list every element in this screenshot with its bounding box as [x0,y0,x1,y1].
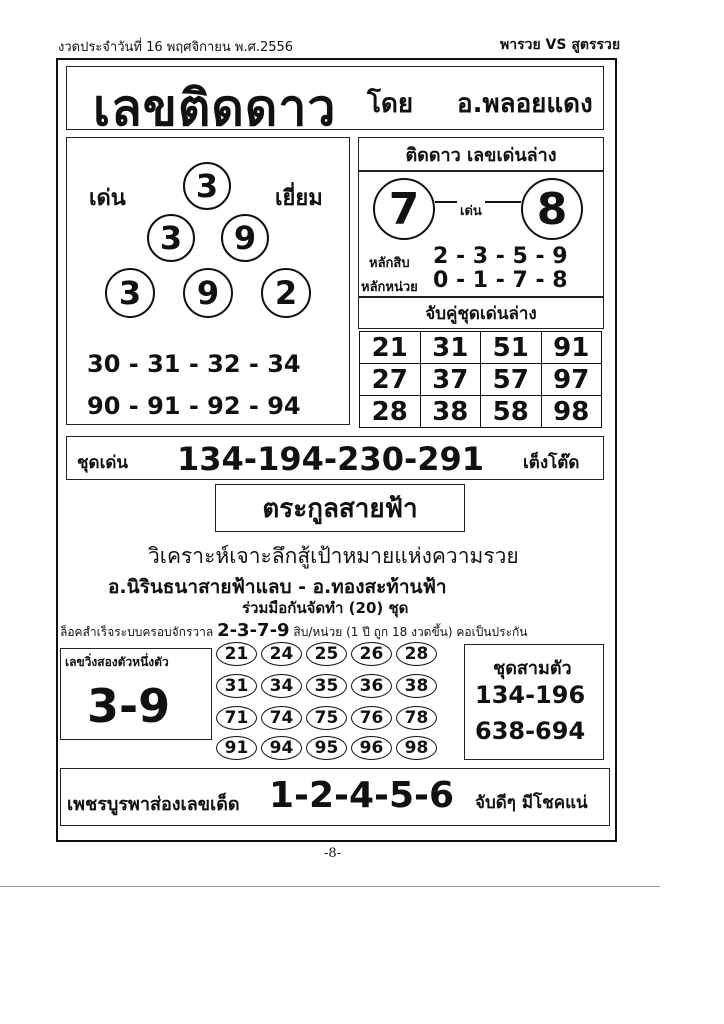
yiam-label: เยี่ยม [275,186,323,211]
pair-cell: 27 [359,363,421,396]
grid-number: 74 [261,706,302,730]
pair-cell: 51 [480,331,542,364]
chud-den-value: 134-194-230-291 [177,440,485,478]
run-box [60,648,212,740]
by-label: โดย [367,89,414,119]
chud-den-suffix: เต็งโต๊ด [523,453,580,473]
pair-cell: 21 [359,331,421,364]
grid-number: 31 [216,674,257,698]
run-value: 3-9 [87,679,171,733]
grid-number: 25 [306,642,347,666]
pyramid-number: 2 [261,268,311,318]
pair-cell: 58 [480,395,542,428]
pair-cell: 38 [420,395,482,428]
grid-number: 35 [306,674,347,698]
pair-cell: 28 [359,395,421,428]
lock-suffix: สิบ/หน่วย (1 ปี ถูก 18 งวดขึ้น) คอเป็นประกัน [293,625,528,639]
grid-row [216,736,437,760]
lock-prefix: ล็อคสำเร็จระบบครอบจักรวาล [60,625,214,639]
pair-cell: 97 [541,363,603,396]
section2-authors: อ.นิรินธนาสายฟ้าแลบ - อ.ทองสะท้านฟ้า [108,576,447,598]
pair-cell: 98 [541,395,603,428]
grid-row [216,706,437,730]
author-name: อ.พลอยแดง [457,89,593,119]
page-number: -8- [324,846,342,861]
footer-box [60,768,610,826]
grid-number: 34 [261,674,302,698]
den-connector-label: เด่น [457,200,485,221]
chud-den-bar [66,436,604,480]
pair-cell: 91 [541,331,603,364]
grid-number: 38 [396,674,437,698]
three-value-2: 638-694 [475,717,586,745]
three-label: ชุดสามตัว [493,658,572,679]
pairs-grid [360,332,602,428]
den-label: เด่น [89,186,126,211]
pair-cell: 37 [420,363,482,396]
grid-number: 76 [351,706,392,730]
grid-number: 96 [351,736,392,760]
units-label: หลักหน่วย [361,280,418,295]
left-panel [66,137,350,425]
grid-number: 28 [396,642,437,666]
pair-cell: 31 [420,331,482,364]
page-edge-line [0,886,660,887]
footer-value: 1-2-4-5-6 [269,775,455,816]
lock-value: 2-3-7-9 [217,620,290,641]
pyramid-number: 9 [183,268,233,318]
grid-number: 98 [396,736,437,760]
tens-value: 2 - 3 - 5 - 9 [433,244,568,269]
grid-number: 21 [216,642,257,666]
three-digit-box [464,644,604,760]
big-number-left: 7 [373,178,435,240]
right-top-box [358,171,604,297]
section2-subtitle: วิเคราะห์เจาะลึกสู้เป้าหมายแห่งความรวย [148,544,519,568]
chud-den-label: ชุดเด่น [77,453,129,473]
issue-date: งวดประจำวันที่ 16 พฤศจิกายน พ.ศ.2556 [58,40,294,55]
lock-line [60,620,528,642]
units-value: 0 - 1 - 7 - 8 [433,268,568,293]
pyramid-number: 3 [147,214,195,262]
pyramid-number: 3 [183,162,231,210]
grid-row [216,674,437,698]
footer-suffix: จับดีๆ มีโชคแน่ [475,793,588,813]
grid-number: 71 [216,706,257,730]
grid-number: 91 [216,736,257,760]
section2-title: ตระกูลสายฟ้า [215,484,465,532]
section2-made: ร่วมมือกันจัดทำ (20) ชุด [242,599,409,617]
grid-number: 26 [351,642,392,666]
tens-label: หลักสิบ [369,256,410,271]
left-row-2: 90 - 91 - 92 - 94 [87,392,301,420]
pair-cell: 57 [480,363,542,396]
pyramid-number: 9 [221,214,269,262]
pairs-title: จับคู่ชุดเด่นล่าง [358,297,604,329]
footer-prefix: เพชรบูรพาส่องเลขเด็ด [67,794,240,815]
big-number-right: 8 [521,178,583,240]
grid-row [216,642,437,666]
grid-number: 94 [261,736,302,760]
left-row-1: 30 - 31 - 32 - 34 [87,350,301,378]
publication-name: พารวย VS สูตรรวย [500,37,621,53]
title-banner [66,66,604,137]
pyramid-number: 3 [105,268,155,318]
three-value-1: 134-196 [475,681,586,709]
grid-number: 95 [306,736,347,760]
grid-number: 75 [306,706,347,730]
main-title: เลขติดดาว [93,78,337,137]
grid-number: 24 [261,642,302,666]
grid-number: 78 [396,706,437,730]
right-panel-title: ติดดาว เลขเด่นล่าง [358,137,604,171]
run-label: เลขวิ่งสองตัวหนึ่งตัว [65,655,169,669]
grid-number: 36 [351,674,392,698]
